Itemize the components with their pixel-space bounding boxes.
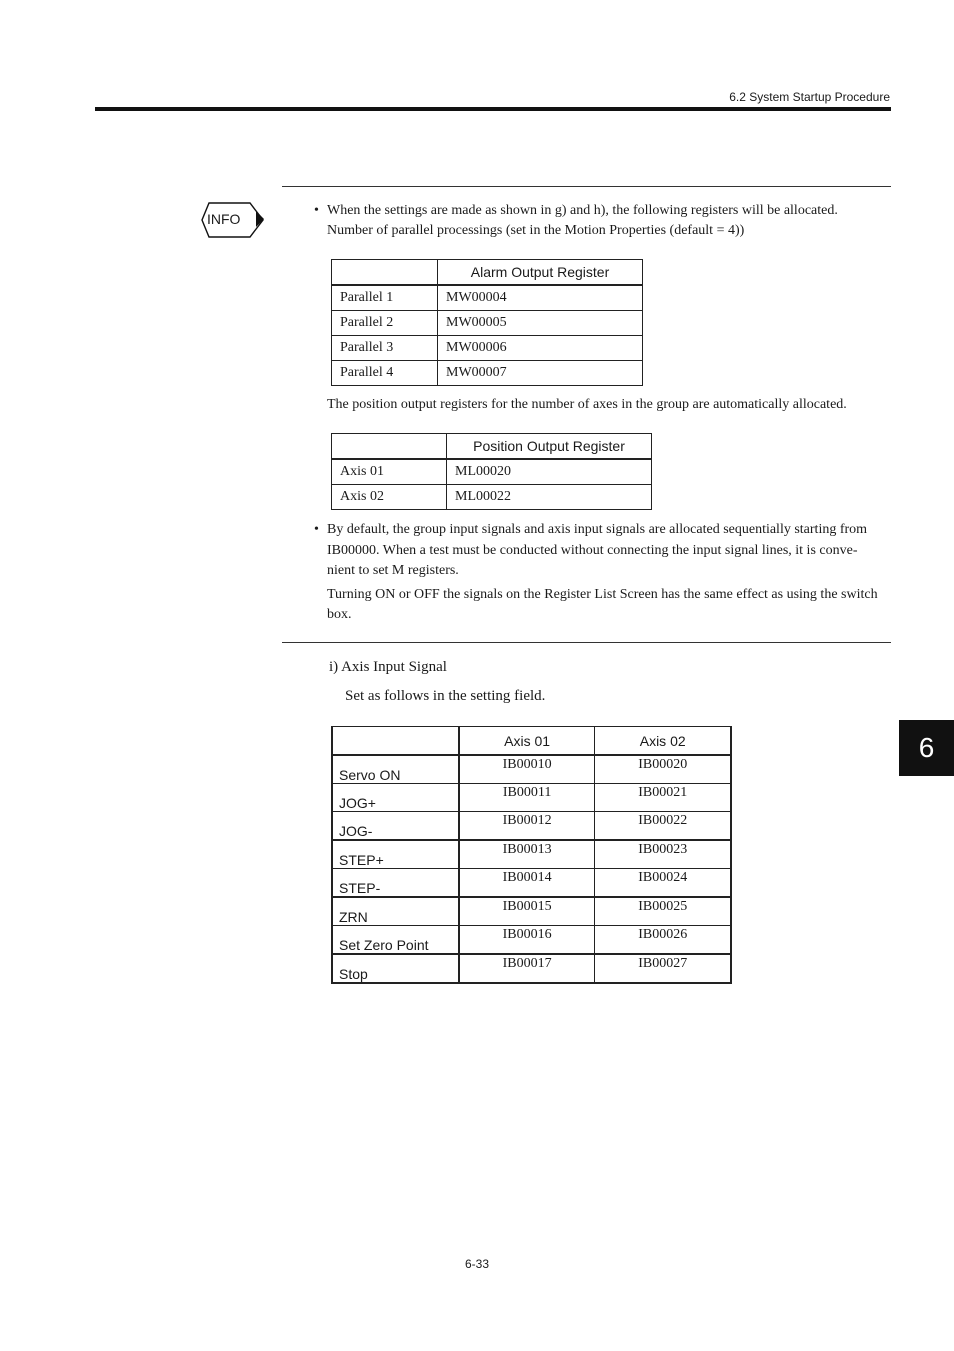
- position-table-header: Position Output Register: [447, 434, 652, 460]
- info-bullet-2: [314, 520, 892, 626]
- table-row: [332, 869, 731, 898]
- axis-table-header-axis02: Axis 02: [595, 727, 731, 756]
- alarm-row-label: Parallel 4: [332, 361, 438, 386]
- alarm-table-corner: [332, 260, 438, 286]
- axis-row-axis02: IB00021: [595, 784, 731, 812]
- axis-row-label: STEP-: [332, 869, 459, 898]
- table-row: [332, 812, 731, 841]
- table-row: [332, 926, 731, 955]
- info-bullet-2-line-1: By default, the group input signals and axis input signals are allocated sequentially starting from: [327, 522, 868, 537]
- axis-row-axis01: IB00011: [459, 784, 595, 812]
- table-row: [332, 784, 731, 812]
- table-row: [332, 897, 731, 926]
- axis-row-axis02: IB00025: [595, 897, 731, 926]
- alarm-row-label: Parallel 2: [332, 311, 438, 336]
- axis-row-axis02: IB00020: [595, 755, 731, 784]
- section-heading: i) Axis Input Signal: [329, 659, 447, 675]
- alarm-row-value: MW00006: [438, 336, 643, 361]
- section-intro: Set as follows in the setting field.: [345, 688, 546, 704]
- alarm-row-label: Parallel 1: [332, 285, 438, 311]
- axis-row-label: Stop: [332, 954, 459, 983]
- table-row: [332, 285, 643, 311]
- alarm-row-value: MW00004: [438, 285, 643, 311]
- axis-input-table: [331, 726, 732, 984]
- axis-row-axis02: IB00023: [595, 840, 731, 869]
- axis-row-label: JOG-: [332, 812, 459, 841]
- axis-row-axis01: IB00016: [459, 926, 595, 955]
- alarm-row-value: MW00007: [438, 361, 643, 386]
- header-rule: [95, 107, 891, 111]
- info-bullet-1-line-1: When the settings are made as shown in g) and h), the following registers will be allocated.: [327, 203, 838, 218]
- info-bullet-2-line-4: Turning ON or OFF the signals on the Register List Screen has the same effect as using the switch: [327, 586, 878, 602]
- position-row-value: ML00022: [447, 485, 652, 510]
- info-bottom-rule: [282, 642, 891, 643]
- position-table-corner: [332, 434, 447, 460]
- axis-row-axis01: IB00015: [459, 897, 595, 926]
- alarm-table-header: Alarm Output Register: [438, 260, 643, 286]
- table-row: [332, 485, 652, 510]
- info-icon-label: INFO: [207, 211, 241, 227]
- table-row: [332, 361, 643, 386]
- bullet-symbol: •: [314, 522, 319, 537]
- axis-row-axis01: IB00014: [459, 869, 595, 898]
- position-note: The position output registers for the number of axes in the group are automatically allocated.: [327, 397, 847, 412]
- page-number: 6-33: [464, 1257, 490, 1271]
- chapter-tab: 6: [899, 720, 954, 776]
- axis-table-corner: [332, 727, 459, 756]
- info-icon: [200, 200, 266, 240]
- position-output-table: [331, 433, 652, 510]
- axis-row-axis02: IB00027: [595, 954, 731, 983]
- alarm-row-value: MW00005: [438, 311, 643, 336]
- info-bullet-1-line-2: Number of parallel processings (set in the Motion Properties (default = 4)): [327, 223, 745, 238]
- info-bullet-1: [314, 201, 892, 241]
- table-row: [332, 755, 731, 784]
- info-top-rule: [282, 186, 891, 187]
- position-row-label: Axis 02: [332, 485, 447, 510]
- bullet-symbol: •: [314, 203, 319, 218]
- axis-row-label: JOG+: [332, 784, 459, 812]
- axis-row-axis01: IB00013: [459, 840, 595, 869]
- axis-row-axis01: IB00010: [459, 755, 595, 784]
- table-row: [332, 336, 643, 361]
- axis-row-label: ZRN: [332, 897, 459, 926]
- axis-row-axis01: IB00012: [459, 812, 595, 841]
- table-row: [332, 311, 643, 336]
- alarm-output-table: [331, 259, 643, 386]
- info-bullet-2-line-2: IB00000. When a test must be conducted without connecting the input signal lines, it is conve-: [327, 542, 858, 558]
- axis-row-axis01: IB00017: [459, 954, 595, 983]
- position-row-label: Axis 01: [332, 459, 447, 485]
- axis-row-label: Servo ON: [332, 755, 459, 784]
- axis-row-label: Set Zero Point: [332, 926, 459, 955]
- axis-table-header-axis01: Axis 01: [459, 727, 595, 756]
- axis-row-axis02: IB00022: [595, 812, 731, 841]
- alarm-row-label: Parallel 3: [332, 336, 438, 361]
- position-row-value: ML00020: [447, 459, 652, 485]
- table-row: [332, 459, 652, 485]
- info-bullet-2-line-5: box.: [327, 607, 352, 622]
- axis-row-label: STEP+: [332, 840, 459, 869]
- running-head: 6.2 System Startup Procedure: [729, 90, 890, 104]
- table-row: [332, 840, 731, 869]
- axis-row-axis02: IB00024: [595, 869, 731, 898]
- info-bullet-2-line-3: nient to set M registers.: [327, 563, 459, 578]
- axis-row-axis02: IB00026: [595, 926, 731, 955]
- table-row: [332, 954, 731, 983]
